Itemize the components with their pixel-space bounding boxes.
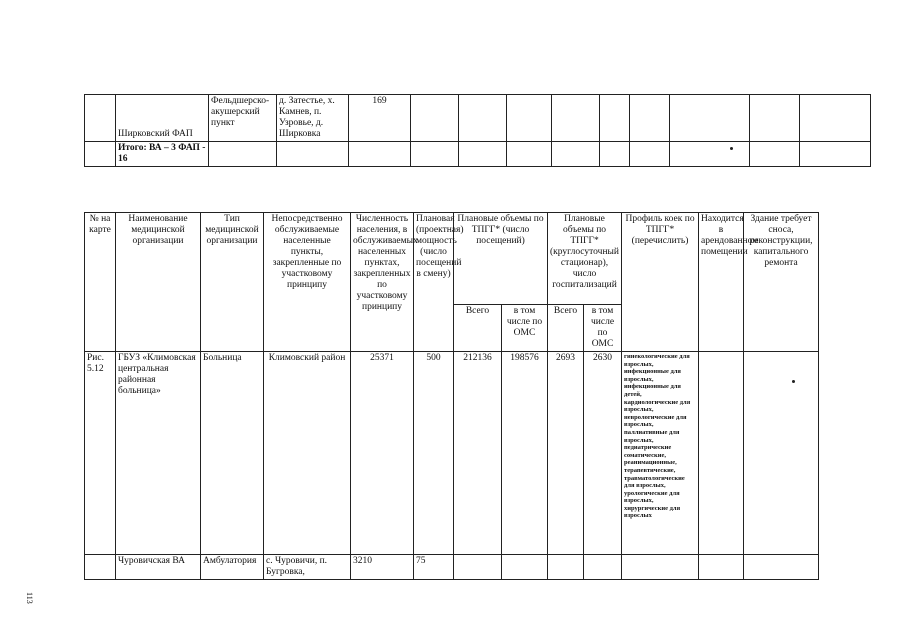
header-visits: Плановые объемы по ТПГГ* (число посещений) — [454, 213, 548, 305]
header-hosp: Плановые объемы по ТПГГ* (круглосуточный стационар), число госпитализаций — [548, 213, 622, 305]
row-name: Чуровичская ВА — [116, 555, 201, 580]
row-type: Больница — [201, 352, 264, 555]
scan-mark — [730, 147, 733, 150]
row-areas: с. Чуровичи, п. Бугровка, — [264, 555, 351, 580]
header-num: № на карте — [85, 213, 116, 352]
header-hosp-oms: в том числе по ОМС — [584, 305, 622, 352]
medical-org-table — [84, 212, 819, 580]
row-num: Рис. 5.12 — [85, 352, 116, 555]
header-rented: Находится в арендованном помещении — [699, 213, 744, 352]
row-population: 3210 — [351, 555, 414, 580]
row-profile: гинекологические для взрослых, инфекционные для взрослых, инфекционные для детей, кардиологические для взрослых, неврологические для взрослых, паллиативные для взрослых, педиатрические соматические, реанимационные, терапевтические, травматологические для взрослых, урологические для взрослых, хирургические для взрослых — [622, 352, 699, 555]
row-type: Амбулатория — [201, 555, 264, 580]
header-visits-total: Всего — [454, 305, 502, 352]
row-capacity: 75 — [414, 555, 454, 580]
header-type: Тип медицинской организации — [201, 213, 264, 352]
header-repair: Здание требует сноса, реконструкции, капитального ремонта — [744, 213, 819, 352]
fap-name: Ширковский ФАП — [116, 95, 209, 142]
row-visits-total: 212136 — [454, 352, 502, 555]
table-row — [85, 352, 819, 555]
fap-table — [84, 94, 871, 167]
total-row — [85, 142, 871, 167]
row-hosp-total: 2693 — [548, 352, 584, 555]
fap-row — [85, 95, 871, 142]
header-population: Численность населения, в обслуживаемых населенных пунктах, закрепленных по участковому принципу — [351, 213, 414, 352]
header-org-name: Наименование медицинской организации — [116, 213, 201, 352]
header-areas: Непосредственно обслуживаемые населенные пункты, закрепленные по участковому принципу — [264, 213, 351, 352]
header-row-1 — [85, 213, 819, 305]
header-profile: Профиль коек по ТПГГ* (перечислить) — [622, 213, 699, 352]
scan-mark — [792, 380, 795, 383]
header-capacity: Плановая (проектная) мощность (число посещений в смену) — [414, 213, 454, 352]
row-capacity: 500 — [414, 352, 454, 555]
total-label: Итого: ВА – 3 ФАП - 16 — [116, 142, 209, 167]
row-areas: Климовский район — [264, 352, 351, 555]
header-visits-oms: в том числе по ОМС — [502, 305, 548, 352]
page-number: 113 — [25, 592, 34, 604]
fap-type: Фельдшерско-акушерский пункт — [209, 95, 277, 142]
row-hosp-oms: 2630 — [584, 352, 622, 555]
header-hosp-total: Всего — [548, 305, 584, 352]
row-population: 25371 — [351, 352, 414, 555]
row-name: ГБУЗ «Климовская центральная районная больница» — [116, 352, 201, 555]
row-visits-oms: 198576 — [502, 352, 548, 555]
fap-areas: д. Затестье, х. Камнев, п. Узровье, д. Ширковка — [277, 95, 349, 142]
fap-population: 169 — [349, 95, 411, 142]
table-row — [85, 555, 819, 580]
